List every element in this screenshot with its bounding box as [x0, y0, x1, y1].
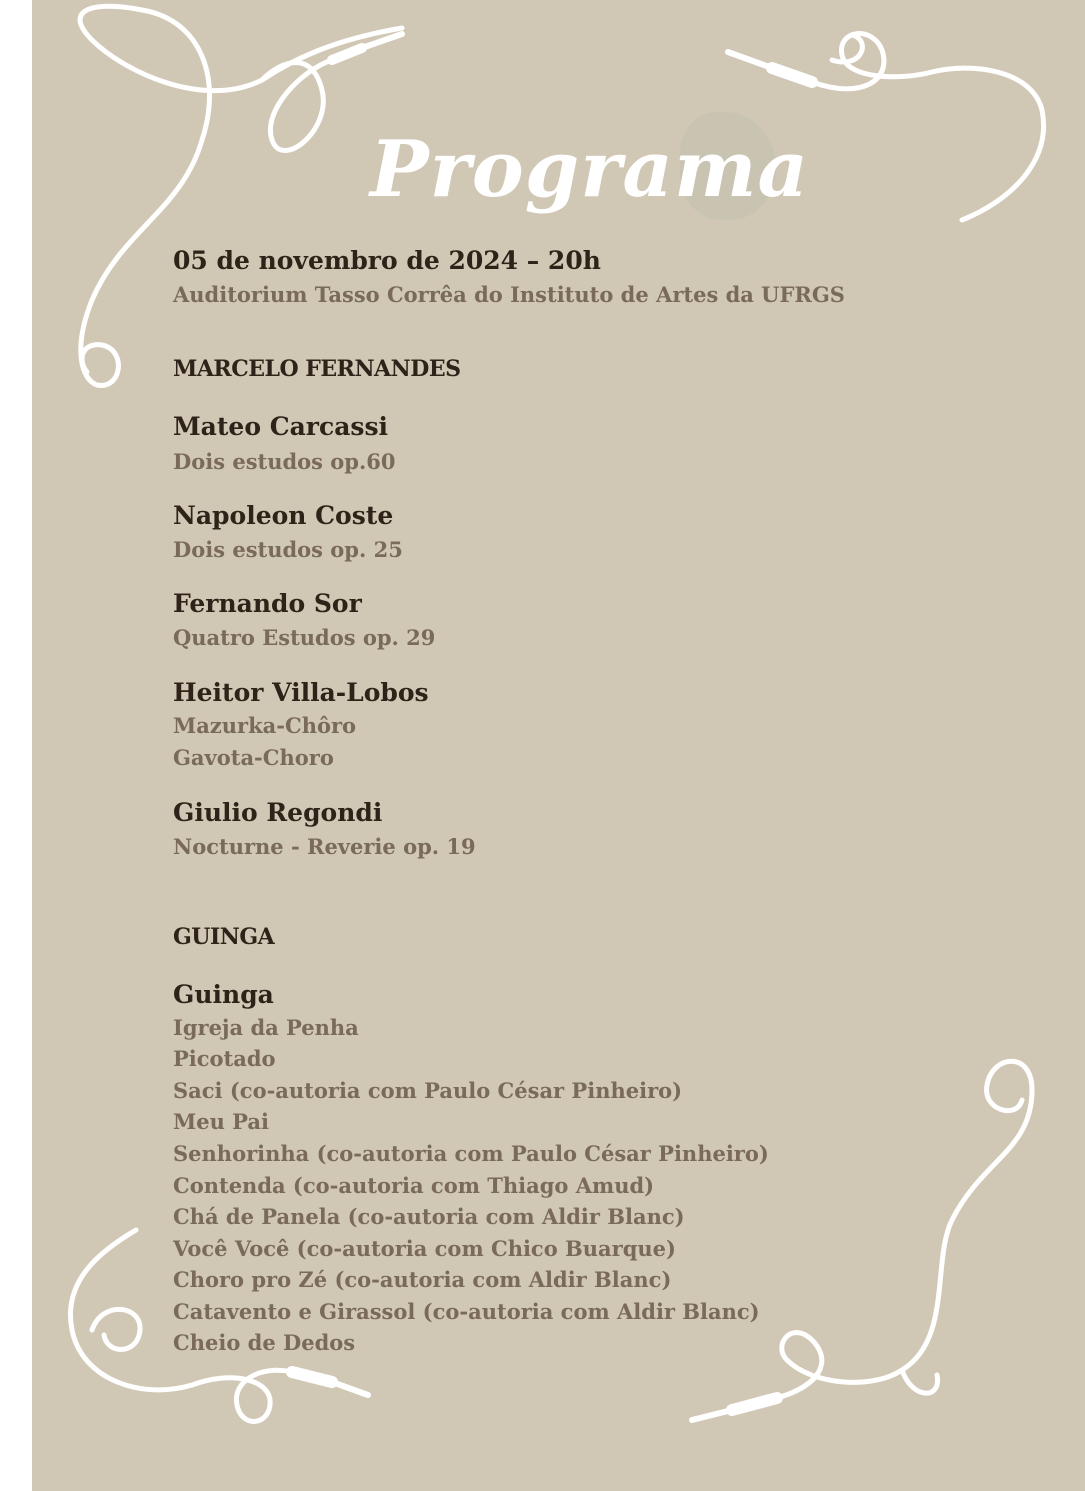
work-title: Gavota-Choro	[173, 745, 334, 770]
work-title: Meu Pai	[173, 1109, 269, 1134]
work-title: Dois estudos op. 25	[173, 537, 403, 562]
work-title: Nocturne - Reverie op. 19	[173, 834, 476, 859]
performer-heading: GUINGA	[173, 924, 275, 950]
composer-name: Guinga	[173, 980, 274, 1009]
composer-name: Giulio Regondi	[173, 798, 383, 827]
composer-name: Fernando Sor	[173, 589, 362, 618]
work-title: Dois estudos op.60	[173, 449, 396, 474]
work-title: Chá de Panela (co-autoria com Aldir Blanc)	[173, 1204, 685, 1229]
work-title: Quatro Estudos op. 29	[173, 625, 436, 650]
composer-name: Mateo Carcassi	[173, 412, 389, 441]
work-title: Picotado	[173, 1046, 276, 1071]
work-title: Igreja da Penha	[173, 1015, 359, 1040]
work-title: Contenda (co-autoria com Thiago Amud)	[173, 1173, 655, 1198]
performer-heading: MARCELO FERNANDES	[173, 356, 461, 382]
work-title: Saci (co-autoria com Paulo César Pinheiro)	[173, 1078, 683, 1103]
work-title: Cheio de Dedos	[173, 1330, 356, 1355]
work-title: Choro pro Zé (co-autoria com Aldir Blanc)	[173, 1267, 672, 1292]
page-title: Programa	[370, 124, 810, 215]
composer-name: Napoleon Coste	[173, 501, 394, 530]
program-page	[32, 0, 1085, 1491]
work-title: Você Você (co-autoria com Chico Buarque)	[173, 1236, 676, 1261]
work-title: Senhorinha (co-autoria com Paulo César Pinheiro)	[173, 1141, 769, 1166]
event-date: 05 de novembro de 2024 – 20h	[173, 246, 601, 275]
event-venue: Auditorium Tasso Corrêa do Instituto de Artes da UFRGS	[173, 282, 845, 307]
page-notch	[32, 688, 96, 858]
work-title: Mazurka-Chôro	[173, 713, 357, 738]
work-title: Catavento e Girassol (co-autoria com Aldir Blanc)	[173, 1299, 760, 1324]
composer-name: Heitor Villa-Lobos	[173, 678, 429, 707]
